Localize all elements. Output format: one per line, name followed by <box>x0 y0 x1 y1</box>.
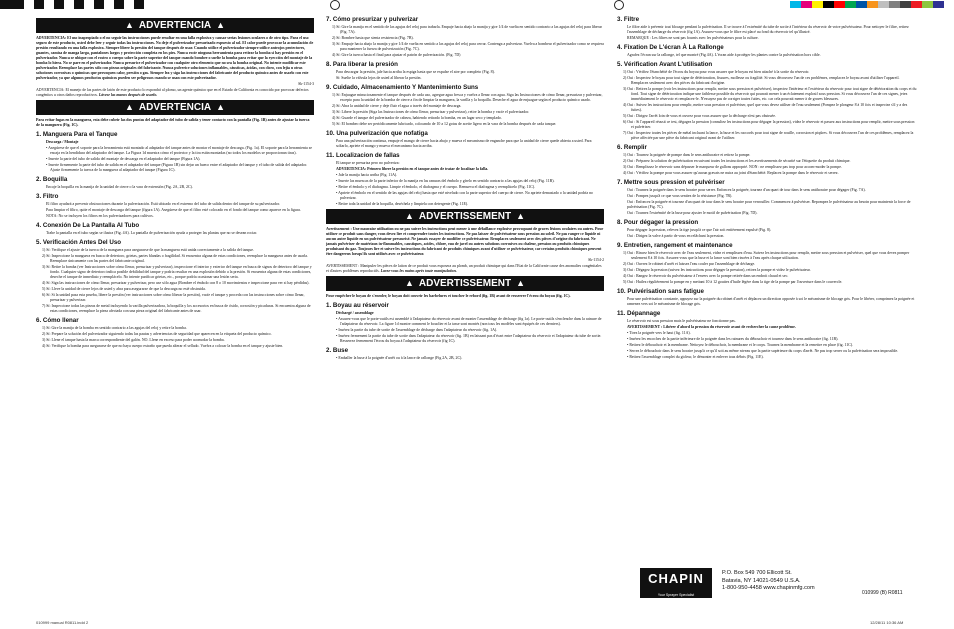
numbered-item: 4) Oui : Suivez les instructions pour remplir, mettre sous pression et pulvériser, quel que vous devez utiliser de l'eau seulement (Pompez le plongeur 8 à 10 fois et inspectez s'il y a des fuites). <box>623 103 908 112</box>
warning-title: ADVERTENCIA <box>138 102 212 113</box>
print-slug-left: 010999 manual R0811.indd 2 <box>36 620 89 625</box>
warning-icon: ▲ <box>404 278 414 288</box>
numbered-item: 2) Oui : Préparez la solution de pulvérisation en suivant toutes les instructions et les avertissements de sécurité sur l'étiquette du produit chimique. <box>623 159 851 163</box>
warning-banner <box>326 209 604 224</box>
numbered-item: 2) Sí: Inspeccione la manguera en busca de deterioro, grietas, partes blandas o fragilidad. Si encuentra alguna de estas condiciones, reemplace la manguera antes de usarla. Reemplace únicamente con las partes del fabricante original. <box>42 254 308 263</box>
color-swatch <box>911 1 922 8</box>
warning-lead-text <box>326 264 604 274</box>
color-swatch <box>922 1 933 8</box>
company-logo-text: CHAPIN <box>648 571 704 586</box>
numbered-item: 1) Oui : Vérifiez l'étanchéité de l'écrou du boyau pour vous assurer que le boyau est bien attaché à la sortie du réservoir. <box>623 70 810 74</box>
registration-mark <box>614 0 624 10</box>
numbered-item: 3) Oui : Dégagez la pression (suivez les instructions pour dégager la pression), retirez la pompe et videz le pulvérisateur. <box>623 268 811 272</box>
section-title: 5. Vérification Avant L'utilisation <box>617 61 713 68</box>
print-slug-right: 12/28/11 10:36 AM <box>870 620 904 625</box>
color-swatch <box>823 1 834 8</box>
bullet-item: • Retirez l'assemblage complet du gicleur, le démonter et enlever tous débris (Fig. 11E). <box>627 355 764 359</box>
section-title: 8. Pour dégager la pression <box>617 219 699 226</box>
crop-mark <box>114 0 124 9</box>
section-title: 11. Localizacion de fallas <box>326 152 400 159</box>
section-text: Le réservoir est sous pression mais le pulvérisateur ne fonctionne pas. <box>627 319 736 323</box>
address-line: Batavia, NY 14021-0549 U.S.A. <box>722 577 801 584</box>
contact-line: 1-800-950-4458 www.chapinmfg.com <box>722 585 815 591</box>
warning-icon: ▲ <box>516 278 526 288</box>
subsection-title: Déchargé / assemblage <box>336 311 374 315</box>
crop-mark <box>74 0 84 9</box>
warning-text: ADVERTENCIA: El uso inapropiado o el no seguir las instrucciones puede resultar en una falla explosiva y causar serias lesiones oculares o de otro tipo. Para el uso seguro de este producto, usted debe leer y seguir todas las instrucciones. No deje el pulverizador presurizado expuesto al sol. El calor puede provocar la acumulación de presión resultando en una falla explosiva. Siempre libere la presión del tanque después de usar. Cuando utilice el pulverizador siempre utilice anteojos protectores, guantes, camisa de manga larga, pantalones largos y protección completa en los pies. Nunca rocíe ninguna herramienta para retirar la bomba si hay presión en el pulverizador. Nunca se ubique con el rostro o cuerpo sobre la parte superior del tanque cuando bombee o suelte la bomba para evitar que la eyección del montaje de la bomba lo hiera. No se pare en el pulverizador. Nunca presurice el pulverizador con cualquier otro elemento que no sea la bomba original. No intente modificar este pulverizador. Reemplace las partes sólo con piezas originales del fabricante. Nunca pulverice soluciones inflamables, cáusticas, ácidas, con cloro, con lejía u otras soluciones corrosivas o químicas que provoquen calor, presión o gas. Siempre lea y siga las instrucciones del fabricante del producto químico antes de usarlo con este pulverizador, ya que algunos productos químicos pueden ser peligrosos cuando se usan con este pulverizador. <box>36 36 314 80</box>
color-swatch <box>801 1 812 8</box>
numbered-item: 2) Sí: Prepare la solución del pulverizador siguiendo todas las pautas y advertencias de seguridad que aparecen en la etiqueta del producto químico. <box>42 332 272 336</box>
numbered-item: 4) Oui : Vérifiez la pompe pour vous assurer qu'aucun gravats ne nuira au joint d'étanchéité. Replacez la pompe dans le réservoir et serrez. <box>623 171 839 175</box>
section-text: Agrafez l'écran sur la rallonge, tel que montré (Fig 4A). L'écran aide à protéger les plantes contre la pulvérisation hors cible. <box>627 53 821 57</box>
section-title: 4. Conexión De La Pantalla Al Tubo <box>36 222 140 229</box>
numbered-item: 7) Oui : Inspectez toutes les pièces de métal incluant la lance, la buse et les raccords pour tout signe de rouille, corrosion et piqûres. Si vous découvrez l'un de ces problèmes, remplacez la pièce affectée par une pièce du fabricant original avant de l'utiliser. <box>623 131 914 140</box>
bullet-item: • Jale la manija hacia arriba (Fig. 11A). <box>336 173 398 177</box>
section-text: Oui : Dirigez la valve à partir de vous en relâchant la pression. <box>627 234 725 238</box>
numbered-item: 1) Oui : Tournez la poignée de pompe dans le sens antihoraire et retirez la pompe. <box>623 153 751 157</box>
registration-mark <box>330 0 340 10</box>
warning-title: ADVERTISSEMENT <box>418 211 512 222</box>
color-swatch <box>845 1 856 8</box>
printer-marks <box>0 0 954 10</box>
section-title: 10. Pulvérisation sans fatigue <box>617 288 704 295</box>
warning-text: Avertissement : Une mauvaise utilisation ou ne pas suivre les instructions peut mener à une défaillance explosive provoquant de graves lésions oculaires ou autres. Pour utiliser ce produit sans danger, vous devez lire et comprendre toutes les instructions. Ne pas laisser de pulvérisateur sous pression au soleil. Ne pas ranger ce liquide ni aucun autre liquide en un pulvérisateur pressurisé. Ne jamais essayer de modifier ce pulvérisateur. Remplacez seulement avec des pièces d'origine du fabricant. Ne jamais pulvériser de matériaux in-flammables, caustiques, acides, chlore, eau de javel ou autres solutions corrosives ou chaleur, pression ou produits chimiques produisant du gaz. Toujours lire et suivre les instructions du fabricant de produits chimiques avant d'utiliser ce pulvérisateur, car certains produits chimiques peuvent être dangereux lorsqu'ils sont utilisés avec ce pulvérisateur. <box>326 227 604 256</box>
section-text: Encaje la boquilla en la manija de la unidad de cierre o la vara de extensión (Fig. 2A, 2B, 2C). <box>46 185 193 189</box>
color-swatch <box>790 1 801 8</box>
section-title: 4. Fixation De L'écran À La Rallonge <box>617 44 724 51</box>
subsection-title: Descarga / Montaje <box>46 140 79 144</box>
color-swatch <box>900 1 911 8</box>
color-swatch <box>856 1 867 8</box>
numbered-item: 3) Oui : Remplissez le réservoir sans dépasser le marqueur de gallons approprié. NON : ne remplissez pas trop pour accom-moder la pompe. <box>623 165 842 169</box>
crop-mark <box>54 0 64 9</box>
warning-icon: ▲ <box>124 102 134 112</box>
section-title: 5. Verificación Antes Del Uso <box>36 239 122 246</box>
bullet-item: • Inserte la parte del tubo de salida del montaje de descarga en el adaptador del tanque (Figura 1A). <box>46 157 201 161</box>
column-middle <box>326 16 604 362</box>
section-title: 2. Boquilla <box>36 176 68 183</box>
section-text: El tanque se presuriza pero no pulveriza: <box>336 161 400 165</box>
section-title: 6. Remplir <box>617 144 647 151</box>
numbered-item: 1) Sí: Gire la manija en el sentido de las agujas del reloj para trabarla. Empuje hacia abajo la manija y gire 1/4 de vuelta en sentido contrario a las agujas del reloj para liberar (Fig. 7A). <box>332 25 602 34</box>
color-swatch <box>933 1 944 8</box>
numbered-item: 4) Sí: Guarde el tanque del pulverizador de cabeza, habiendo retirado la bomba, en un lugar seco y templado. <box>332 116 502 120</box>
bullet-item: • Retirez le débouchoir et la membrane. Nettoyez le débouchoir, la membrane et le corps. Tournez la membrane et la remettre en place (fig. 11C). <box>627 343 854 347</box>
numbered-item: 5) Sí: Lleve la unidad de cierre lejos de usted y abra para asegurarse de que la descarga no esté obstruida. <box>42 287 206 291</box>
warning-title: ADVERTENCIA <box>138 20 212 31</box>
color-swatch <box>867 1 878 8</box>
section-title: 7. Mettre sous pression et pulvériser <box>617 179 725 186</box>
numbered-item: 3) Sí: Empuje hacia abajo la manija y gire 1/4 de vuelta en sentido a las agujas del reloj para cerrar. Contenga a pulverizar. Vuelva a bombear el pulverizador como se requiera para mantener la fuerza de pulverización (Fig. 7C). <box>332 42 604 51</box>
section-title: 8. Para liberar la presión <box>326 61 398 68</box>
numbered-item: 1) Oui : Rincez bien le réservoir avec de l'eau seulement, videz et remplissez d'eau. Suivez les instructions pour remplir, mettre sous pression et pulvériser, quel que vous devez pomper seulement 8 à 10 fois. Assurez-vous que la buse et la lance sont bien rincées à l'eau après chaque utilisation. <box>623 251 910 260</box>
numbered-item: 4) Sí: Gire la tuerca hasta el final para ajustar el patrón de pulverización. (Fig. 7D) <box>332 53 461 57</box>
section-text: Oui : Tournez la poignée dans le sens horaire pour serrer. Enfoncez la poignée, tournez d'un quart de tour dans le sens antihoraire pour dégager (Fig. 7A). <box>627 188 866 192</box>
crop-mark <box>0 0 24 9</box>
numbered-item: 3) Sí: Libere la presión (Siga las Instrucciones de cómo llenar, presurizar y pulverizar), retire la bomba y vacíe el pulverizador. <box>332 110 530 114</box>
reference-code: Sk-1154-2 <box>588 258 604 262</box>
section-text: Sí: Suelte la válvula lejos de usted al liberar la presión. <box>336 76 422 80</box>
numbered-item: 5) Oui : Huilez régulièrement la pompe en y mettant 10 à 12 gouttes d'huile légère dans la tige de la pompe par l'ouverture dans le couvercle. <box>623 280 843 284</box>
numbered-item: 3) Sí: Llene el tanque hasta la marca correspondiente del galón. NO. Llene en exceso para poder acomodar la bomba. <box>42 338 225 342</box>
numbered-item: 1) Sí: Enjuague minuciosamente el tanque después de cada uso, agregue agua fresca y vuelva a llenar con agua. Siga las Instrucciones de cómo llenar, presurizar y pulverizar, excepto para la unidad de la bomba de cierre a fin de limpiar la manguera, la varilla y la boquilla. Deseche el agua de enjuague según el producto químico usado. <box>332 93 603 102</box>
warning-icon: ▲ <box>216 102 226 112</box>
bullet-item: • Tirez la poignée vers le haut (fig. 11A). <box>627 331 691 335</box>
numbered-item: 5) Sí: El bombeo debe ser periódicamente lubricado, colocando de 10 a 12 gotas de aceite ligero en la vara de la bomba después de cada tanque. <box>332 122 557 126</box>
warning-lead-body: ADVERTENCIA: El manejo de las partes de latón de este producto lo expondrá al plomo, un agente químico que en el Estado de California es conocido por provocar defectos congénitos u otros daños reproductivos. <box>36 88 309 97</box>
section-title: 11. Dépannage <box>617 310 661 317</box>
bullet-item: • Inserte firmemente la parte del tubo de salida en el adaptador del tanque (Figura 1B) sin dejar un hueco entre el adaptador del tanque y el tubo de salida del adaptador. Ajuste firmemente la tuerca de la manguera al adaptador del tanque (Figura 1C). <box>46 163 308 172</box>
section-title: 1. Boyau au réservoir <box>326 302 389 309</box>
crop-mark <box>94 0 104 9</box>
company-address <box>722 570 815 593</box>
warning-title: ADVERTISSEMENT <box>418 278 512 289</box>
numbered-item: 4) Sí: Siga las instrucciones de cómo llenar, presurizar y pulverizar, pero use sólo agua (Bombee el émbolo con 8 o 10 movimientos e inspeccione para ver si hay pérdidas). <box>42 281 310 285</box>
bullet-item: • Retire toda la unidad de la boquilla, deséchela y límpiela con detergente (Fig. 11E). <box>336 202 469 206</box>
numbered-item: 2) Sí: Abra la unidad de cierre y deje fluir el agua a través del montaje de descarga. <box>332 104 462 108</box>
bullet-item: • Insérez fermement la partie du tube de sortie dans l'adaptateur du réservoir (fig. 1B) en laissant pas d'écart entre l'adaptateur du réservoir et l'adaptateur du tube de sortie. Resserrez fermement l'écrou du boyau à l'adaptateur du réservoir (fig 1C). <box>336 334 602 343</box>
section-note: REMARQUE : Les filtres ne sont pas fournis avec les pulvérisateurs pour la culture. <box>627 36 759 40</box>
section-text: • Emballer la buse à la poignée d'arrêt ou à la lance de rallonge (Fig 2A, 2B, 2C). <box>336 356 463 360</box>
warning-lead-text <box>36 88 314 98</box>
numbered-item: 2) Oui : Ouvrez le robinet d'arrêt et laissez l'eau couler par l'assemblage de décharge. <box>623 262 756 266</box>
bullet-item: • Assurez-vous que le porte-outils est assemblé à l'adaptateur du réservoir avant de monter l'assemblage de décharge (fig 1a). Le porte-outils s'enclenche dans la rainure de l'adaptateur du réservoir. La figure 1d montre comment le bouclier et la tasse sont montés (non tous les modèles sont équipés de ces derniers). <box>336 317 602 326</box>
section-title: 10. Una pulverización que nofatiga <box>326 130 428 137</box>
numbered-item: 3) Oui : Retirez la pompe (voir les instructions pour remplir, mettre sous pression et pulvériser), inspectez l'intérieur et l'extérieur du réservoir pour tout signe de détérioration du corps et du fond. Tout signe de détérioration indique une faiblesse possible du réservoir qui pourrait mener à un éclatement explosif sous pression. Si vous découvrez l'un de ces signes, jetez immédiatement le réservoir et remplacez-le. N'essayez pas de corriger toutes fuites, etc. car cela pourrait mener à de graves blessures. <box>623 87 917 101</box>
warning-text: Para evitar fugas en la manguera, esta debe cubrir las dos puntas del adaptador del tubo de salida y tener contacto con la pantalla (Fig. 1B) antes de ajustar la tuerca de la manguera (Fig. 1C). <box>36 118 310 127</box>
bullet-item: • Retire el émbolo y el diafragma. Limpie el émbolo, el diafragma y el cuerpo. Remueva el diafragma y reemplácelo (Fig. 11C). <box>336 185 536 189</box>
section-text: Para limpiar el filtro, quite el montaje de descarga del tanque (figura 1A). Asegúrese de que el filtro esté colocado en el fondo del tanque como aparece en la figura. <box>46 208 301 212</box>
numbered-item: 4) Oui : Rangez le réservoir du pulvérisateur à l'envers avec la pompe retirée dans un endroit chaud et sec. <box>623 274 789 278</box>
address-line: P.O. Box 549 700 Ellicott St. <box>722 570 792 576</box>
color-swatch <box>812 1 823 8</box>
section-title: 3. Filtre <box>617 16 640 23</box>
bullet-item: • Asegúrese de que el soporte para la herramienta está montado al adaptador del tanque antes de montar el montaje de descarga. (Fig. 1a). El soporte para la herramienta se encaja en la hendidura del adaptador del tanque. La Figura 1d muestra cómo el protector y la tira están montadas (no todos los modelos se proporcionan tiras). <box>46 146 312 155</box>
section-text: Pour dégager la pression, relevez la tige jusqu'à ce que l'air soit entièrement expulsé (Fig. 8). <box>627 228 772 232</box>
numbered-item: 6) Oui : Si l'appareil réussit ce test, dégagez la pression (consultez les instructions pour dégager la pression), videz le réservoir et passez aux instructions pour remplir, mettre sous pression et pulvériser. <box>623 120 915 129</box>
numbered-item: 1) Sí: Verifique el ajuste de la tuerca de la manguera para asegurarse de que la manguera está unida correctamente a la salida del tanque. <box>42 248 254 252</box>
section-text: Oui : Tournez l'extrémité de la buse pour ajuster le motif de pulvérisation (Fig. 7D). <box>627 211 758 215</box>
section-note: NOTA: No se incluyen los filtros en los pulverizadores para cultivos. <box>46 214 154 218</box>
warning-lead-body: AVERTISSEMENT : Manipuler les pièces de laiton de ce produit vous exposera au plomb, un produit chimique qui dans l'Etat de la Californie cause des anomalies congénitales et d'autres problèmes reproductifs. <box>326 264 602 273</box>
warning-icon: ▲ <box>404 211 414 221</box>
section-title: 1. Manguera Para el Tanque <box>36 131 118 138</box>
section-text: Para descargar la presión, jale hacia arriba la espiga hasta que se expulse el aire por completo (Fig. 8). <box>336 70 495 74</box>
section-text: Le filtre aide à prévenir tout blocage pendant la pulvérisation. Il se trouve à l'extrémité du tube de sortie à l'intérieur du réservoir de votre pulvérisateur. Pour nettoyer le filtre, retirez l'assemblage de décharge du réservoir (fig 1A). Assurez-vous que le filtre est placé au fond du réservoir tel qu'illustré. <box>627 25 909 34</box>
section-text: Trabe la pantalla en el tubo según se ilustra (Fig. 4A). La pantalla de pulverización ayuda a proteger las plantas que no se desean rociar. <box>46 231 258 235</box>
color-swatch <box>889 1 900 8</box>
numbered-item: 1) Sí: Gire la manija de la bomba en sentido contrario a las agujas del reloj y retire la bomba. <box>42 326 187 330</box>
section-title: 9. Entretien, rangement et maintenance <box>617 242 733 249</box>
section-title: 7. Cómo presurizar y pulverizar <box>326 16 419 23</box>
warning-icon: ▲ <box>124 20 134 30</box>
warning-lead-emphasis: Lavez-vous les mains après toute manipulation. <box>380 269 457 273</box>
section-warning: AVERTISSEMENT : Libérer d'abord la pression du réservoir avant de rechercher la cause problème. <box>627 325 796 329</box>
numbered-item: 6) Sí: Si la unidad pasa esta prueba, libere la presión (ver instrucciones sobre cómo liberar la presión), vacíe el tanque y proceda con las instrucciones sobre cómo llenar, presurizar y pulverizar. <box>42 293 305 302</box>
bullet-item: • Insérez la partie du tube de sortie de l'assemblage de décharge dans l'adaptateur du réservoir (fig. 1A). <box>336 328 498 332</box>
section-text: El filtro ayudará a prevenir obstrucciones durante la pulverización. Está ubicado en el extremo del tubo de salida dentro del tanque de su pulverizador. <box>46 202 280 206</box>
column-french <box>617 16 917 361</box>
company-logo-tagline: Your Sprayer Specialist <box>657 593 695 597</box>
section-text: Oui : Pompez jusqu'à ce que vous sentiez de la résistance (Fig. 7B). <box>627 194 733 198</box>
numbered-item: 5) Oui : Dirigez l'arrêt loin de vous et ouvrez pour vous assurer que la décharge n'est pas obstruée. <box>623 114 776 118</box>
part-number: 010999 (B) R0811 <box>862 590 903 596</box>
column-spanish <box>36 16 314 350</box>
section-text: Pour une pulvérisation constante, appuyez sur la poignée du robinet d'arrêt et déplacez un direction opposée à soi le mécanisme de blocage gris. Pour le libérer, comprimez la poignée et ramenez vers soi le mécanisme de blocage gris. <box>627 297 915 306</box>
warning-icon: ▲ <box>516 211 526 221</box>
section-title: 9. Cuidado, Almacenamiento Y Mantenimiento Suns <box>326 84 479 91</box>
color-swatch <box>834 1 845 8</box>
numbered-item: 2) Sí: Bombee hasta que sienta resistencia (Fig. 7B). <box>332 36 414 40</box>
section-text: Oui : Enfoncez la poignée et tournez d'un quart de tour dans le sens horaire pour verrouiller. Commencez à pulvériser. Repompez le pulvérisateur au besoin pour maintenir la force de pulvérisation (Fig. 7C). <box>627 200 911 209</box>
section-warning: ADVERTENCIA: Primero libere la presión en el tanque antes de tratar de localizar la falla. <box>336 167 489 171</box>
crop-mark <box>34 0 44 9</box>
bullet-item: • Apriete el émbolo en el sentido de las agujas del reloj hasta que esté nivelado con la parte superior del cuerpo de cierre. No apriete demasiado o la unidad podría no pulverizar. <box>336 191 593 200</box>
numbered-item: 7) Sí: Inspeccione todas las piezas de metal incluyendo la varilla pulverizadora, la boquilla y los accesorios en busca de óxido, corrosión y picaduras. Si encuentra alguna de estas condiciones, reemplace la pieza afectada con una pieza original del fabricante antes de usar. <box>42 304 311 313</box>
bullet-item: • Inserte las muescas de la parte inferior de la manija en las ranuras del émbolo y gírelo en sentido contrario a las agujas del reloj (Fig. 11B). <box>336 179 555 183</box>
numbered-item: 2) Oui : Inspectez le boyau pour tout signe de détérioration, fissures, mollesse ou fragilité. Si vous découvrez l'un de ces problèmes, remplacez le boyau avant d'utiliser l'appareil. Remplacez seulement avec des pièces du fabricant d'origine. <box>623 76 900 85</box>
crop-mark <box>134 0 144 9</box>
warning-banner <box>36 100 314 115</box>
numbered-item: 3) Sí: Retire la bomba (ver Instrucciones sobre cómo llenar, presurizar y pulverizar), inspeccione el interior y exterior del tanque en busca de signos de deterioro del tanque y fondo. Cualquier signo de deterioro indica posible debilidad del tanque y podría resultar en una explosión debido a la presión. Si encuentra alguna de estas condiciones, deseche el tanque de inmediato y reemplácelo. No intente purificar grietas, etc., porque podría ocasionar una lesión seria. <box>42 265 312 279</box>
bullet-item: • Insérez les encoches de la partie inférieure de la poignée dans les rainures du débouchoir et tournez dans le sens antihoraire (fig. 11B). <box>627 337 839 341</box>
section-title: 6. Cómo llenar <box>36 317 79 324</box>
warning-banner <box>36 18 314 33</box>
warning-banner <box>326 276 604 291</box>
company-logo <box>640 568 712 598</box>
warning-lead-emphasis: Lávese las manos después de usarlo. <box>98 93 158 97</box>
warning-text: Pour empêcher le boyau de s'enroler, le boyau doit couvrir les barbelures et toucher le rebord (fig. 1B) avant de resserrer l'écrou du boyau (fig. 1C). <box>326 294 571 298</box>
reference-code: Sk-1154-3 <box>298 82 314 86</box>
bullet-item: • Serrez le débouchoir dans le sens horaire jusqu'à ce qu'il soit au même niveau que la partie supérieure du corps d'arrêt. Ne pas trop serrer ou la pulvérisation sera impossible. <box>627 349 899 353</box>
numbered-item: 4) Sí: Verifique la bomba para asegurarse de que no haya cuerpo extraño que pueda alterar el sellado. Vuelva a colocar la bomba en el tanque y ajuste bien. <box>42 344 284 348</box>
section-title: 2. Buse <box>326 347 349 354</box>
warning-icon: ▲ <box>216 20 226 30</box>
section-text: Para una pulverización continua, empuje el mango de cierre hacia abajo y mueva el mecanismo de enganche para que la unidad de cierre quede abierta a usted. Para soltarlo, apriete el mango y mueva el mecanismo hacia arriba. <box>336 139 592 148</box>
section-title: 3. Filtro <box>36 193 59 200</box>
color-swatch <box>878 1 889 8</box>
